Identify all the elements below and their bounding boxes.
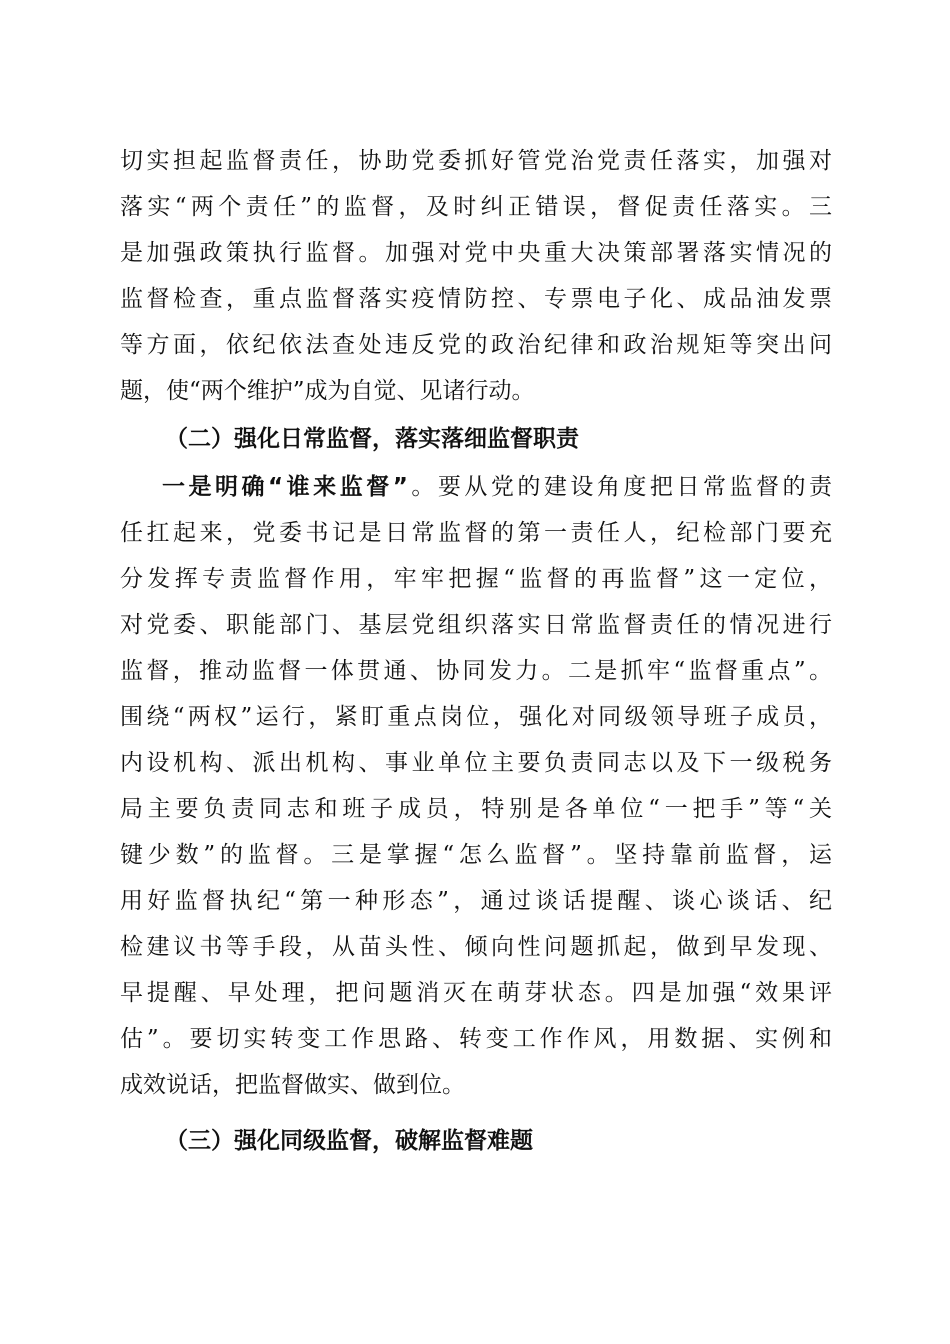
paragraph-line: 任扛起来，党委书记是日常监督的第一责任人，纪检部门要充 [120,520,832,546]
paragraph-line: 估”。要切实转变工作思路、转变工作作风，用数据、实例和 [120,1026,832,1052]
spacer [120,1108,832,1116]
paragraph-line: 分发挥专责监督作用，牢牢把握“监督的再监督”这一定位， [120,566,832,592]
paragraph-line: 检建议书等手段，从苗头性、倾向性问题抓起，做到早发现、 [120,934,832,960]
paragraph-line: 用好监督执纪“第一种形态”，通过谈话提醒、谈心谈话、纪 [120,888,832,914]
section2-heading: （二）强化日常监督，落实落细监督职责 [165,426,579,452]
paragraph-first-line [120,464,832,510]
document-page [120,138,832,1166]
paragraph-line: 是加强政策执行监督。加强对党中央重大决策部署落实情况的 [120,240,832,266]
paragraph-line: 落实“两个责任”的监督，及时纠正错误，督促责任落实。三 [120,194,832,220]
paragraph-first-line-rest: 。要从党的建设角度把日常监督的责 [407,474,832,500]
paragraph-line: 监督，推动监督一体贯通、协同发力。二是抓牢“监督重点”。 [120,658,832,684]
paragraph-line: 对党委、职能部门、基层党组织落实日常监督责任的情况进行 [120,612,832,638]
paragraph-line: 局主要负责同志和班子成员，特别是各单位“一把手”等“关 [120,796,832,822]
paragraph-line: 题，使“两个维护”成为自觉、见诸行动。 [120,378,535,404]
section3-heading: （三）强化同级监督，破解监督难题 [165,1128,533,1154]
paragraph-line: 键少数”的监督。三是掌握“怎么监督”。坚持靠前监督，运 [120,842,832,868]
paragraph-lead: 一是明确“谁来监督” [162,474,408,500]
paragraph-line: 切实担起监督责任，协助党委抓好管党治党责任落实，加强对 [120,148,832,174]
paragraph-line: 早提醒、早处理，把问题消灭在萌芽状态。四是加强“效果评 [120,980,832,1006]
paragraph-line: 内设机构、派出机构、事业单位主要负责同志以及下一级税务 [120,750,832,776]
section1-continuation [120,138,832,414]
paragraph-line: 成效说话，把监督做实、做到位。 [120,1072,465,1098]
section2-paragraph [120,464,832,1108]
paragraph-line: 围绕“两权”运行，紧盯重点岗位，强化对同级领导班子成员， [120,704,832,730]
paragraph-line: 等方面，依纪依法查处违反党的政治纪律和政治规矩等突出问 [120,332,832,358]
paragraph-line: 监督检查，重点监督落实疫情防控、专票电子化、成品油发票 [120,286,832,312]
